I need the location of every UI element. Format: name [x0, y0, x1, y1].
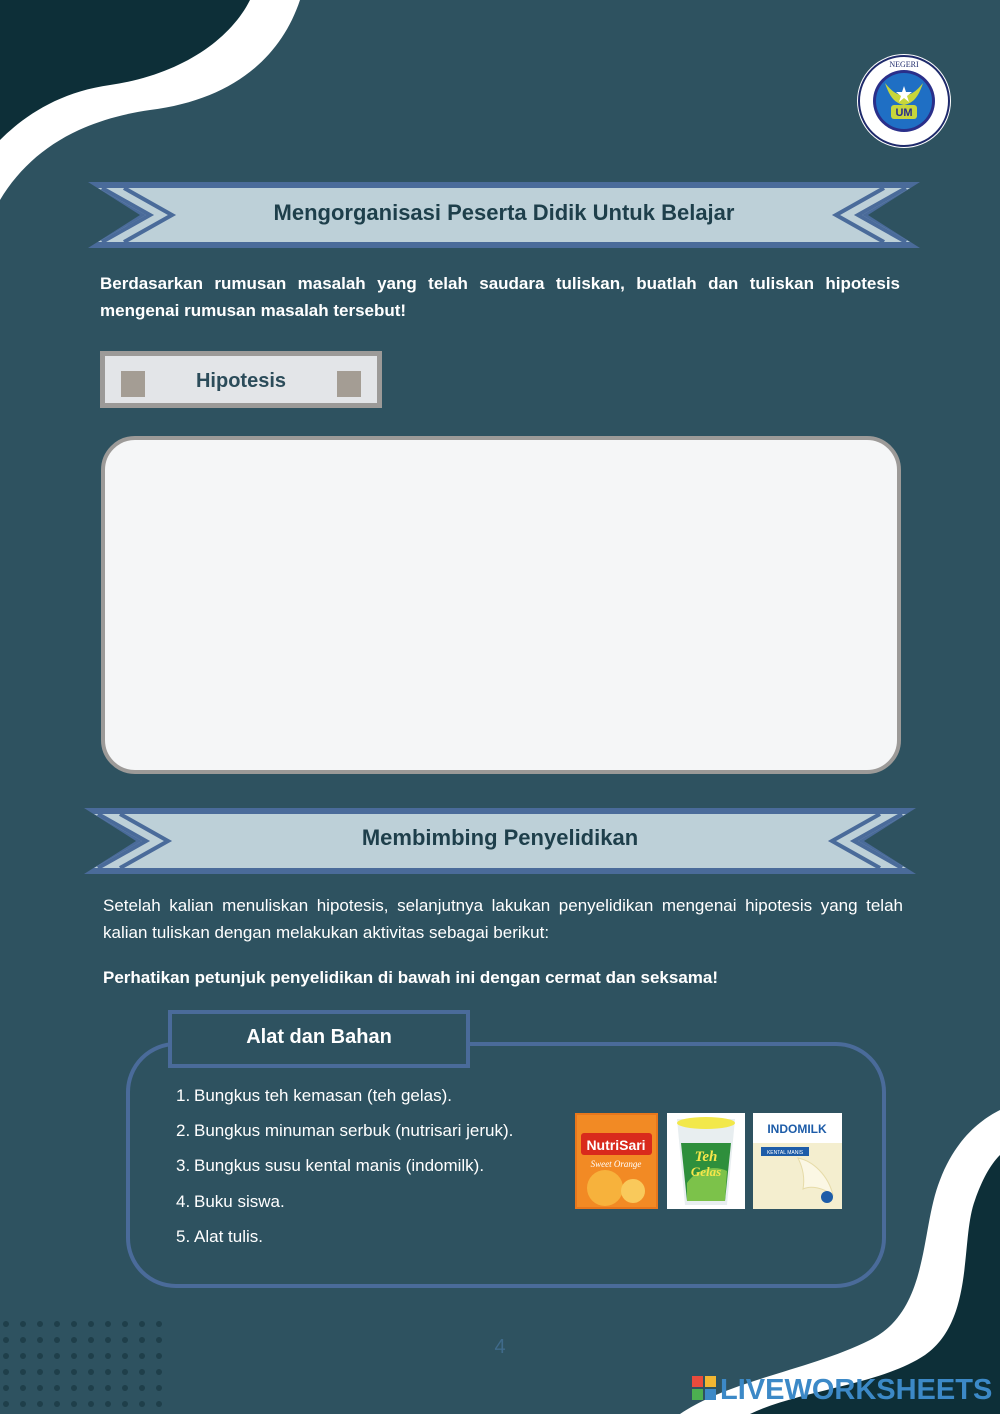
decorative-dot	[54, 1321, 60, 1327]
svg-text:NutriSari: NutriSari	[586, 1137, 646, 1153]
svg-text:NEGERI: NEGERI	[889, 60, 919, 69]
decorative-dot	[71, 1401, 77, 1407]
section-banner-investigation	[84, 808, 916, 874]
decorative-dot	[122, 1385, 128, 1391]
hipotesis-label: Hipotesis	[195, 370, 287, 392]
decorative-dot	[54, 1385, 60, 1391]
svg-text:UM: UM	[895, 107, 913, 119]
decorative-dot	[20, 1321, 26, 1327]
decorative-dot	[71, 1369, 77, 1375]
decorative-dot	[88, 1321, 94, 1327]
decorative-dot	[88, 1401, 94, 1407]
decorative-dot	[156, 1385, 162, 1391]
svg-text:Sweet Orange: Sweet Orange	[590, 1159, 642, 1169]
decorative-dot	[3, 1321, 9, 1327]
decorative-dot	[20, 1401, 26, 1407]
list-item: 3. Bungkus susu kental manis (indomilk).	[176, 1156, 485, 1176]
section-banner-organize	[88, 182, 920, 248]
decorative-dot	[20, 1369, 26, 1375]
svg-text:Teh: Teh	[694, 1149, 718, 1165]
materials-list	[176, 1082, 513, 1258]
nutrisari-package-image	[575, 1113, 658, 1209]
intro-instruction: Berdasarkan rumusan masalah yang telah saudara tuliskan, buatlah dan tuliskan hipotesis mengenai rumusan masalah tersebut!	[100, 274, 900, 320]
instruction-text: Perhatikan petunjuk penyelidikan di bawah ini dengan cermat dan seksama!	[103, 968, 719, 987]
liveworksheets-watermark: LIVEWORKSHEETS	[720, 1374, 993, 1406]
decorative-dot	[20, 1385, 26, 1391]
hipotesis-label-box	[100, 351, 382, 408]
decorative-dot	[37, 1385, 43, 1391]
decorative-dot	[122, 1401, 128, 1407]
hipotesis-answer-field[interactable]	[101, 436, 901, 774]
svg-text:INDOMILK: INDOMILK	[767, 1122, 827, 1136]
materials-title-tab	[168, 1010, 470, 1068]
investigation-paragraph: Setelah kalian menuliskan hipotesis, selanjutnya lakukan penyelidikan mengenai hipotesis yang telah kalian tuliskan dengan melakukan aktivitas sebagai berikut:	[103, 896, 903, 942]
decorative-dot	[139, 1401, 145, 1407]
decorative-dot	[139, 1385, 145, 1391]
decorative-dot	[156, 1401, 162, 1407]
university-logo	[855, 53, 953, 149]
decorative-dot	[54, 1401, 60, 1407]
decorative-dot	[37, 1321, 43, 1327]
decorative-dot	[139, 1369, 145, 1375]
list-item: 5. Alat tulis.	[176, 1226, 263, 1246]
decorative-dot	[88, 1385, 94, 1391]
decorative-dot	[3, 1369, 9, 1375]
decorative-dot	[88, 1369, 94, 1375]
liveworksheets-logo-icon	[692, 1376, 716, 1400]
list-item: 1. Bungkus teh kemasan (teh gelas).	[176, 1086, 452, 1105]
decorative-dot	[105, 1401, 111, 1407]
decorative-dot	[105, 1369, 111, 1375]
svg-text:KENTAL MANIS: KENTAL MANIS	[766, 1150, 804, 1156]
decorative-dot	[71, 1321, 77, 1327]
indomilk-package-image	[753, 1113, 842, 1209]
decorative-dot	[54, 1369, 60, 1375]
decorative-dot	[105, 1321, 111, 1327]
materials-title: Alat dan Bahan	[246, 1026, 392, 1048]
decorative-dot	[71, 1385, 77, 1391]
page-number: 4	[494, 1336, 506, 1358]
decorative-dot	[156, 1321, 162, 1327]
decorative-dot-grid	[0, 1318, 175, 1414]
list-item: 4. Buku siswa.	[176, 1191, 285, 1211]
decorative-dot	[3, 1385, 9, 1391]
svg-text:Gelas: Gelas	[690, 1164, 722, 1179]
decorative-dot	[156, 1369, 162, 1375]
decorative-dot	[122, 1321, 128, 1327]
banner-title: Membimbing Penyelidikan	[361, 825, 639, 850]
decorative-dot	[105, 1385, 111, 1391]
list-item: 2. Bungkus minuman serbuk (nutrisari jeruk).	[176, 1121, 514, 1141]
decorative-dot	[3, 1401, 9, 1407]
decorative-dot	[139, 1321, 145, 1327]
banner-title: Mengorganisasi Peserta Didik Untuk Belajar	[273, 200, 735, 225]
teh-gelas-package-image	[667, 1113, 745, 1209]
decorative-dot	[37, 1369, 43, 1375]
decorative-dot	[37, 1401, 43, 1407]
decorative-dot	[122, 1369, 128, 1375]
